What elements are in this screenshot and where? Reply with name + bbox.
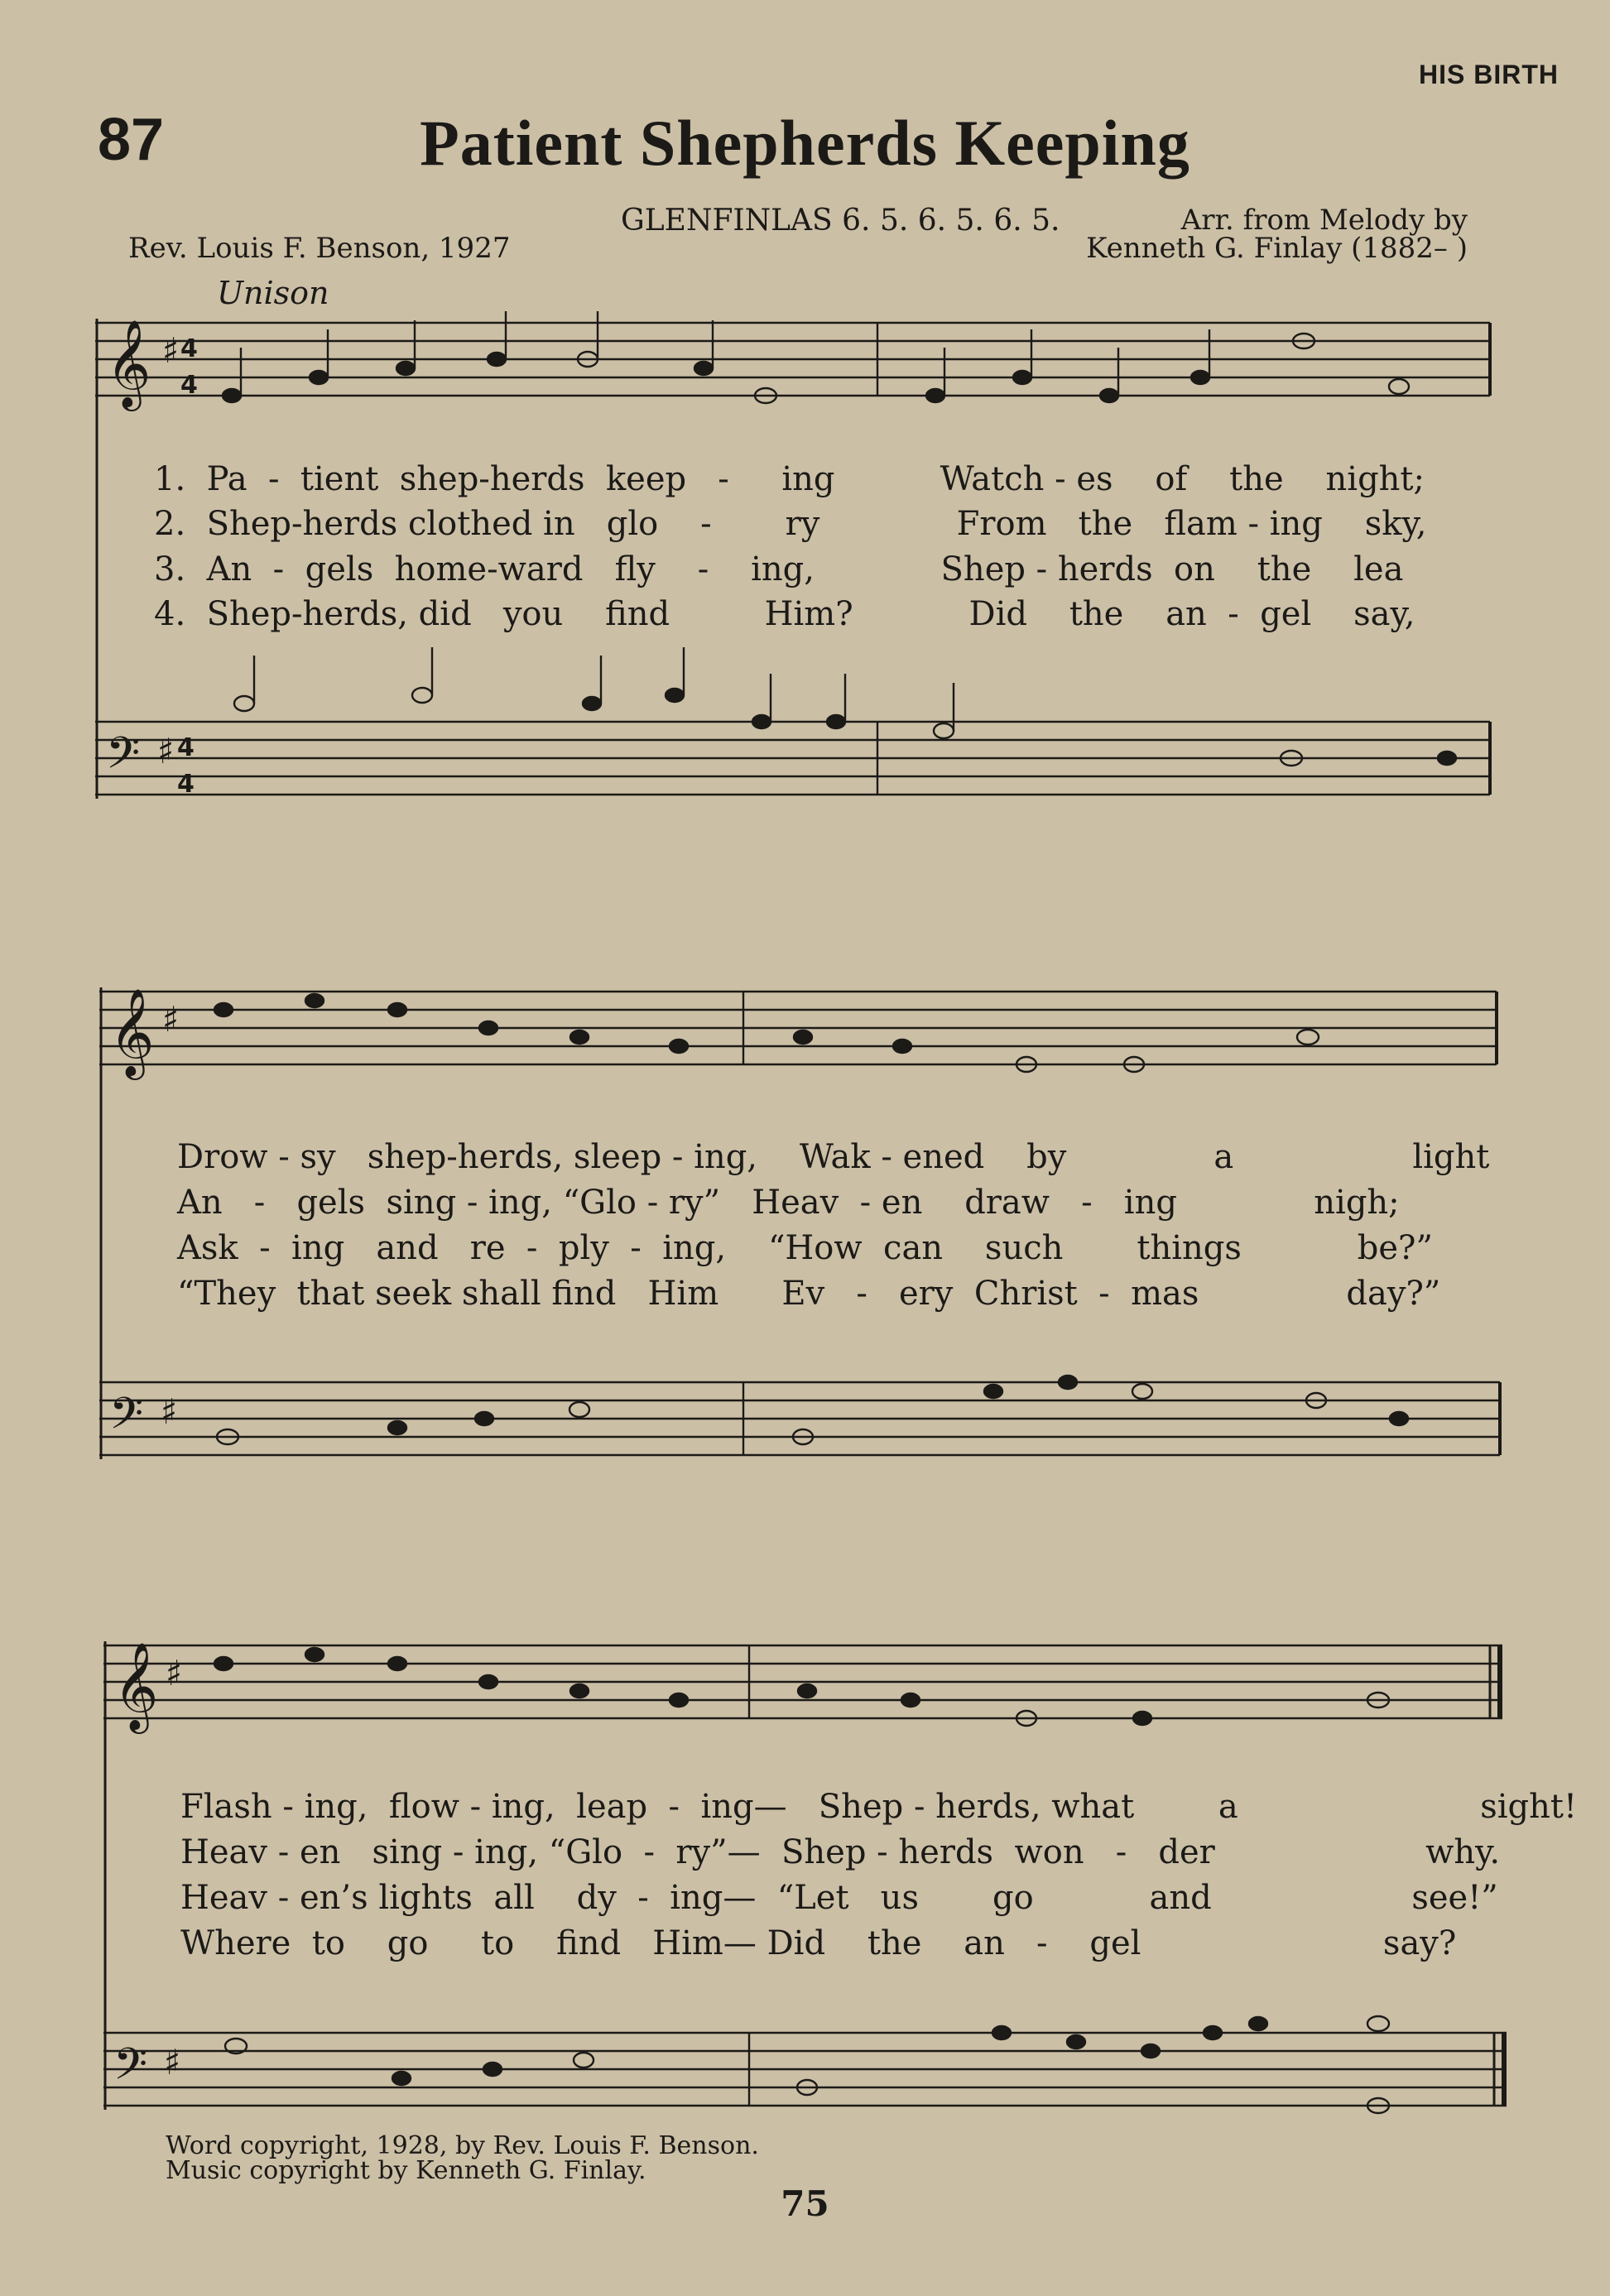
verse-line-4: “They that seek shall find Him Ev - ery Christ - mas day?” (177, 1275, 1441, 1313)
svg-text:𝄢: 𝄢 (106, 728, 141, 790)
treble-staff-1 (95, 323, 1490, 396)
svg-text:♯: ♯ (157, 731, 175, 771)
svg-text:4: 4 (180, 371, 198, 400)
music-copyright: Music copyright by Kenneth G. Finlay. (166, 2156, 646, 2185)
svg-text:♯: ♯ (164, 2042, 181, 2082)
arranger-name: Kenneth G. Finlay (1882– ) (1086, 232, 1468, 265)
verse-line-3: 3. An - gels home-ward fly - ing, Shep - herds on the lea (154, 550, 1404, 588)
page-number: 75 (781, 2183, 829, 2224)
words-copyright: Word copyright, 1928, by Rev. Louis F. Benson. (166, 2131, 759, 2160)
svg-text:4: 4 (180, 334, 198, 363)
verse-line-1: 1. Pa - tient shep-herds keep - ing Watch - es of the night; (154, 460, 1425, 498)
text-author: Rev. Louis F. Benson, 1927 (128, 232, 511, 265)
verse-line-2: 2. Shep-herds clothed in glo - ry From the flam - ing sky, (154, 505, 1427, 543)
svg-text:𝄞: 𝄞 (113, 1641, 159, 1730)
performance-marking: Unison (217, 275, 329, 311)
svg-text:𝄢: 𝄢 (109, 1389, 144, 1450)
copyright-notice (166, 2131, 759, 2185)
svg-text:4: 4 (177, 770, 195, 799)
svg-text:𝄞: 𝄞 (109, 987, 155, 1076)
hymn-number: 87 (98, 107, 165, 173)
svg-text:𝄞: 𝄞 (106, 319, 151, 407)
arranger-credit: Arr. from Melody by (1180, 204, 1468, 237)
verse-line-1: Drow - sy shep-herds, sleep - ing, Wak - ened by a light (177, 1138, 1490, 1176)
svg-text:♯: ♯ (161, 1391, 178, 1432)
verse-line-4: 4. Shep-herds, did you find Him? Did the an - gel say, (154, 595, 1415, 633)
section-heading: HIS BIRTH (1419, 60, 1559, 89)
svg-text:4: 4 (177, 733, 195, 762)
tune-name: GLENFINLAS 6. 5. 6. 5. 6. 5. (621, 204, 1060, 238)
verse-line-2: An - gels sing - ing, “Glo - ry” Heav - en draw - ing nigh; (177, 1184, 1400, 1222)
verse-line-3: Heav - en’s lights all dy - ing— “Let us go and see!” (180, 1879, 1498, 1917)
verse-line-3: Ask - ing and re - ply - ing, “How can such things be?” (177, 1229, 1433, 1267)
svg-text:♯: ♯ (162, 330, 180, 371)
verse-line-1: Flash - ing, flow - ing, leap - ing— Shep - herds, what a sight! (180, 1788, 1578, 1826)
svg-text:𝄢: 𝄢 (113, 2039, 148, 2101)
svg-text:♯: ♯ (162, 999, 180, 1040)
svg-text:♯: ♯ (166, 1653, 183, 1693)
verse-line-4: Where to go to find Him— Did the an - gel say? (180, 1924, 1457, 1962)
hymn-title: Patient Shepherds Keeping (420, 107, 1190, 179)
verse-line-2: Heav - en sing - ing, “Glo - ry”— Shep - herds won - der why. (180, 1833, 1501, 1871)
